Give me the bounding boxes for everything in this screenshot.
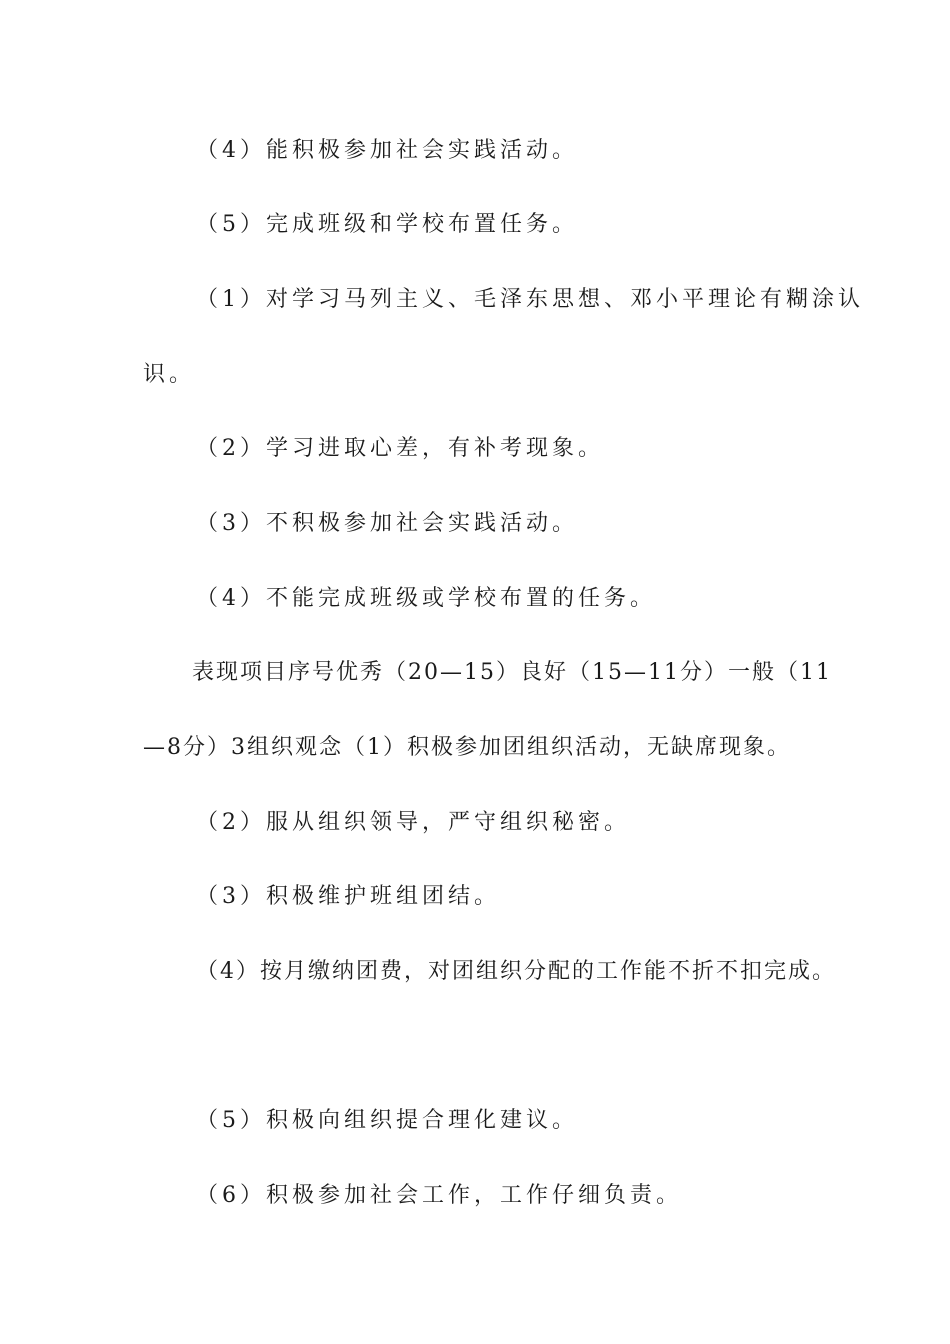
paragraph-line: （4）不能完成班级或学校布置的任务。	[196, 586, 656, 611]
paragraph-line: （4）按月缴纳团费，对团组织分配的工作能不折不扣完成。	[196, 959, 836, 984]
paragraph-line: （2）学习进取心差，有补考现象。	[196, 436, 604, 461]
paragraph-line: （4）能积极参加社会实践活动。	[196, 138, 578, 163]
paragraph-line: （2）服从组织领导，严守组织秘密。	[196, 810, 630, 835]
paragraph-line: （5）完成班级和学校布置任务。	[196, 212, 578, 237]
paragraph-line: （3）不积极参加社会实践活动。	[196, 511, 578, 536]
paragraph-line: （1）对学习马列主义、毛泽东思想、邓小平理论有糊涂认	[196, 287, 864, 312]
paragraph-line: （6）积极参加社会工作，工作仔细负责。	[196, 1183, 682, 1208]
paragraph-line: 识。	[143, 362, 196, 387]
paragraph-line: （5）积极向组织提合理化建议。	[196, 1108, 578, 1133]
paragraph-line: —8分）3组织观念（1）积极参加团组织活动，无缺席现象。	[143, 735, 791, 760]
paragraph-line: 表现项目序号优秀（20—15）良好（15—11分）一般（11	[192, 660, 832, 685]
paragraph-line: （3）积极维护班组团结。	[196, 884, 500, 909]
